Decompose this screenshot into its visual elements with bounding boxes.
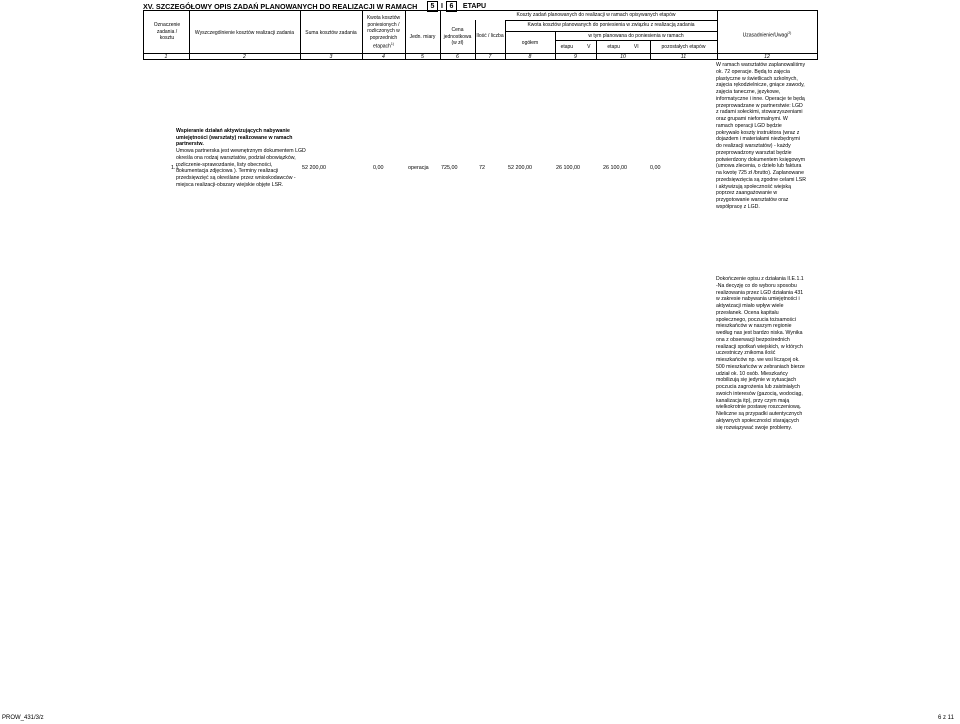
- header-designation: Oznaczenie zadania / kosztu: [153, 22, 181, 41]
- column-number: 10: [620, 54, 626, 60]
- column-number: 11: [680, 54, 687, 60]
- header-stage-b: etapu VI: [607, 44, 639, 50]
- header-price: Cena jednostkowa (w zł): [443, 27, 472, 46]
- stage-from-box: 5: [427, 1, 438, 12]
- row-sum: 52 200,00: [302, 165, 326, 171]
- header-incl: w tym planowana do poniesienia w ramach: [588, 33, 684, 39]
- header-unit: Jedn. miary: [409, 34, 436, 40]
- header-stage-a: etapu V: [560, 44, 591, 50]
- column-number: 9: [574, 54, 577, 60]
- stage-to-box: 6: [446, 1, 457, 12]
- header-prior-sup: 1): [390, 42, 394, 46]
- row-description: Umowa partnerska jest wewnętrznym dokumentem LGD określa ona rodzaj warsztatów, podział obowiązków, rozliczenie-sprawozdanie, listy obecności, dokumentacja zdjęciowa ). Terminy realizacji przedsięwzięć są określane przez wnioskodawców - miejsca realizacji-obszary wiejskie objęte LSR.: [176, 148, 306, 188]
- column-number: 7: [488, 54, 492, 60]
- row-remark-1: W ramach warsztatów zaplanowaliśmy ok. 72 operacje. Będą to zajęcia plastyczne w świetlicach szkolnych, zajęcia rękodzielnicze, gniące zawody, zajęcia taneczne, językowe, informatyczne i inne. Operacje te będą przeprowadzane w partnerstwie: LGD z radami sołeckimi, stowarzyszeniami oraz grupami nieformalnymi. W ramach operacji LGD będzie pokrywało koszty instruktora (wraz z dojazdem i materiałami niezbędnymi do realizacji warsztatów) - każdy przeprowadzony warsztat będzie potwierdzony dokumentem księgowym (umowa zlecenia, o dzieło lub faktura na kwotę 725 zł /brutto). Zaplanowane przedsięwzięcia są zgodne celami LSR i aktywizują społeczność wiejską poprzez zaangażowanie w przygotowanie warsztatów oraz współpracę z LGD.: [716, 62, 806, 210]
- stage-label: ETAPU: [462, 3, 487, 10]
- row-stage-a: 26 100,00: [556, 165, 580, 171]
- header-total: ogółem: [521, 40, 539, 46]
- row-price: 725,00: [441, 165, 458, 171]
- column-number: 2: [243, 54, 246, 60]
- column-number: 6: [456, 54, 459, 60]
- col-divider-12: [817, 10, 818, 60]
- column-number: 4: [382, 54, 385, 60]
- header-rest: pozostałych etapów: [661, 44, 706, 50]
- row-prior: 0,00: [373, 165, 384, 171]
- header-sum: Suma kosztów zadania: [305, 30, 357, 36]
- row-total: 52 200,00: [508, 165, 532, 171]
- col-divider-0: [143, 10, 144, 60]
- row-id: 1.1: [171, 165, 179, 171]
- footer-form-code: PROW_431/3/z: [2, 715, 44, 721]
- footer-page-number: 6 z 11: [938, 715, 954, 721]
- header-row-line-2: [505, 31, 717, 32]
- column-number: 8: [528, 54, 532, 60]
- header-prior: Kwota kosztów poniesionych / rozliczonych w poprzednich etapach$^{1)}$: [366, 15, 401, 50]
- header-qty: Ilość / liczba: [476, 33, 504, 39]
- column-number: 1: [164, 54, 168, 60]
- stage-separator: I: [441, 3, 443, 10]
- row-stage-b: 26 100,00: [603, 165, 627, 171]
- row-description-block: [176, 128, 306, 188]
- row-qty: 72: [479, 165, 485, 171]
- column-number: 5: [421, 54, 424, 60]
- column-number: 3: [329, 54, 333, 60]
- row-unit: operacja: [408, 165, 429, 171]
- header-remarks: Uzasadnienie/Uwagi$^{2)}$: [742, 31, 792, 39]
- row-remark-2: Dokończenie opisu z działania II.E.1.1 -Na decyzję co do wyboru sposobu realizowania przez LGD działania 431 w zakresie nabywania umiejętności i aktywizacji miało wpływ wiele przesłanek. Ocena kapitału społecznego, poczucia tożsamości mieszkańców w naszym regionie według nas jest bardzo niska. Wynika ona z obserwacji bezpośrednich realizacji spotkań wiejskich, w których uczestniczy znikoma ilość mieszkańców np. we wsi liczącej ok. 500 mieszkańców w zebraniach bierze udział ok. 10 osób. Mieszkańcy mobilizują się jedynie w sytuacjach poczucia zagrożenia lub zaistniałych swoich interesów (gazocią, wodociąg, kanalizacja itp), przy czym mają wielkokrotnie postawę roszczeniową. Nieliczne są przypadki autentycznych aktywnych społeczności starających się rozwiązywać swoje problemy.: [716, 276, 805, 431]
- header-row-line-3: [555, 40, 717, 41]
- header-row-line-1: [505, 20, 717, 21]
- header-remarks-sup: 2): [788, 31, 792, 35]
- column-number: 12: [764, 54, 770, 60]
- row-title: Wspieranie działań aktywizujących nabywanie umiejętności (warsztaty) realizowane w ramach partnerstw.: [176, 128, 293, 148]
- section-title: XV. SZCZEGÓŁOWY OPIS ZADAŃ PLANOWANYCH DO REALIZACJI W RAMACH: [143, 2, 418, 11]
- row-rest: 0,00: [650, 165, 661, 171]
- table-top-border: [143, 10, 817, 11]
- header-details: Wyszczególnienie kosztów realizacji zadania: [194, 30, 295, 36]
- header-amount-group: Kwota kosztów planowanych do poniesienia w związku z realizacją zadania: [527, 22, 695, 28]
- header-planned-group: Koszty zadań planowanych do realizacji w ramach opisywanych etapów: [516, 12, 676, 18]
